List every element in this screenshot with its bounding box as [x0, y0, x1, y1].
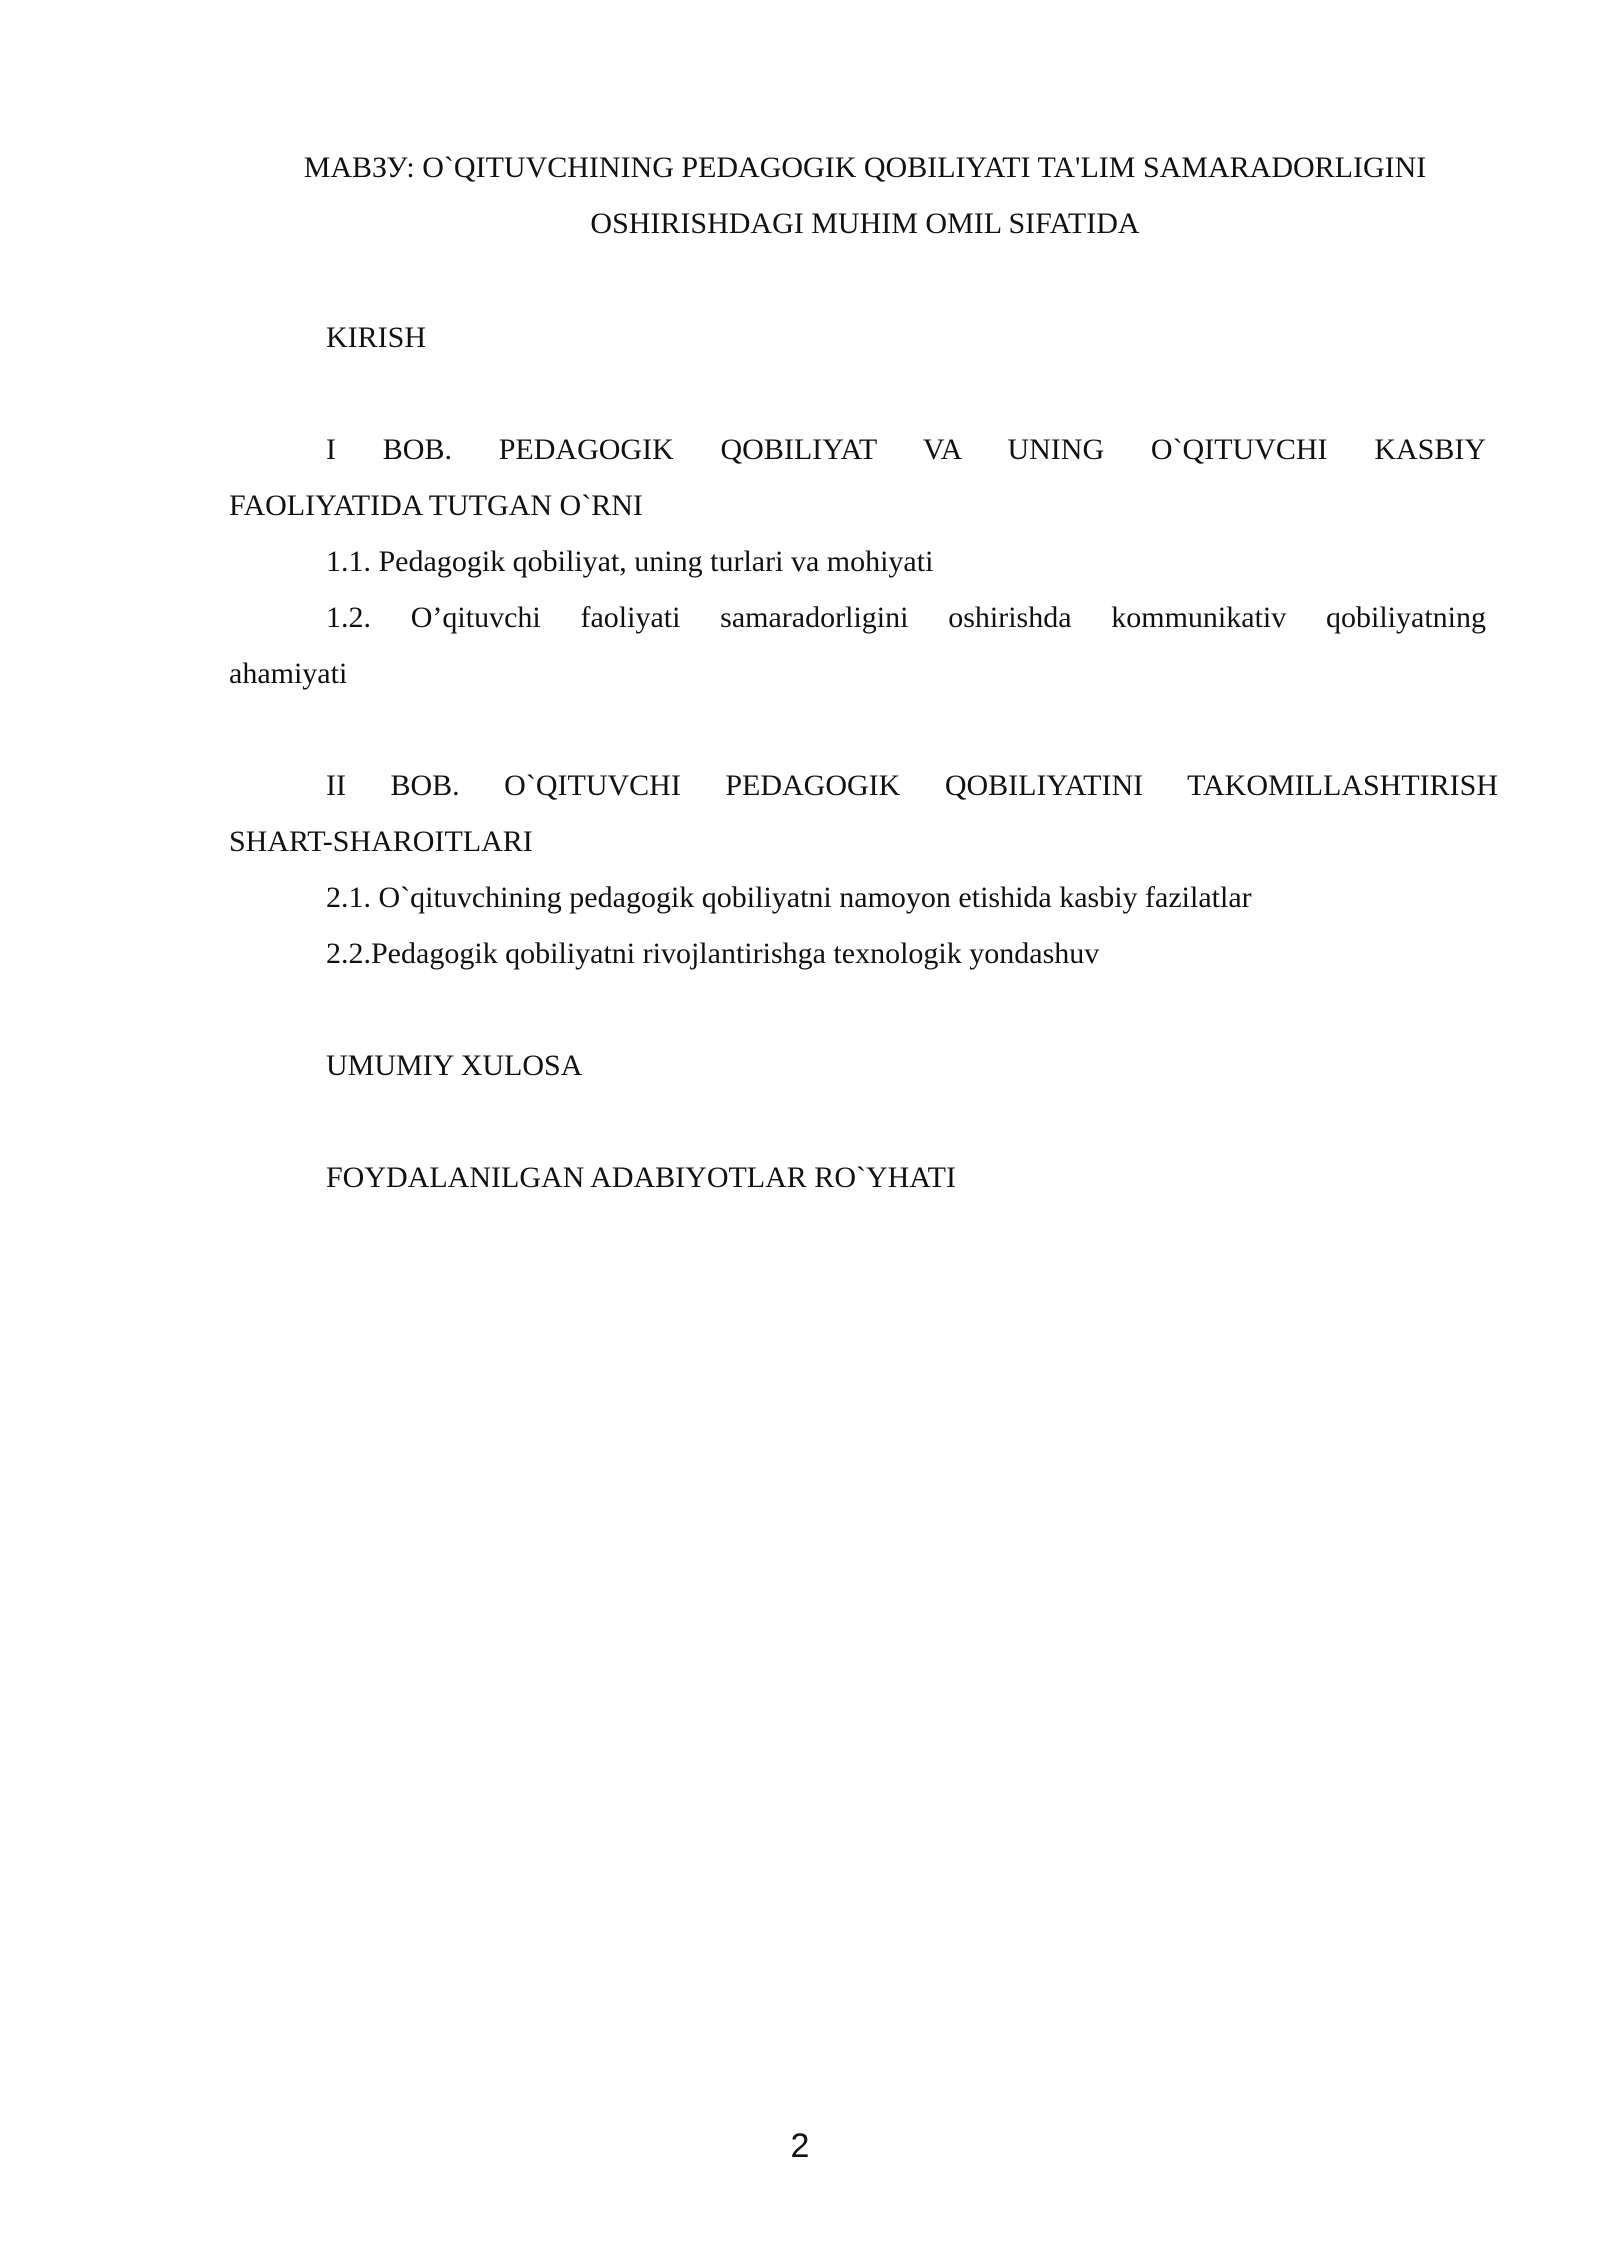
toc-chapter2-heading-line-1: II BOB. O`QITUVCHI PEDAGOGIK QOBILIYATINI TAKOMILLASHTIRISH [326, 769, 1498, 802]
toc-intro: KIRISH [326, 321, 427, 354]
toc-section-1-2-line-1: 1.2. O’qituvchi faoliyati samaradorligini oshirishda kommunikativ qobiliyatning [326, 601, 1486, 634]
toc-chapter2-heading-line-2: SHART-SHAROITLARI [229, 825, 533, 858]
toc-section-2-1: 2.1. O`qituvchining pedagogik qobiliyatni namoyon etishida kasbiy fazilatlar [326, 881, 1252, 914]
toc-section-2-2: 2.2.Pedagogik qobiliyatni rivojlantirishga texnologik yondashuv [326, 937, 1100, 970]
toc-section-1-1: 1.1. Pedagogik qobiliyat, uning turlari va mohiyati [326, 545, 934, 578]
topic-title-line-1: МАВЗУ: O`QITUVCHINING PEDAGOGIK QOBILIYATI TA'LIM SAMARADORLIGINI [303, 151, 1427, 184]
page-number: 2 [790, 2127, 810, 2165]
toc-chapter1-heading-line-1: I BOB. PEDAGOGIK QOBILIYAT VA UNING O`QITUVCHI KASBIY [326, 433, 1486, 466]
toc-conclusion: UMUMIY XULOSA [326, 1049, 583, 1082]
toc-references: FOYDALANILGAN ADABIYOTLAR RO`YHATI [326, 1161, 956, 1194]
toc-chapter1-heading-line-2: FAOLIYATIDA TUTGAN O`RNI [229, 489, 643, 522]
toc-section-1-2-line-2: ahamiyati [229, 657, 348, 690]
topic-title-line-2: OSHIRISHDAGI MUHIM OMIL SIFATIDA [590, 207, 1140, 240]
